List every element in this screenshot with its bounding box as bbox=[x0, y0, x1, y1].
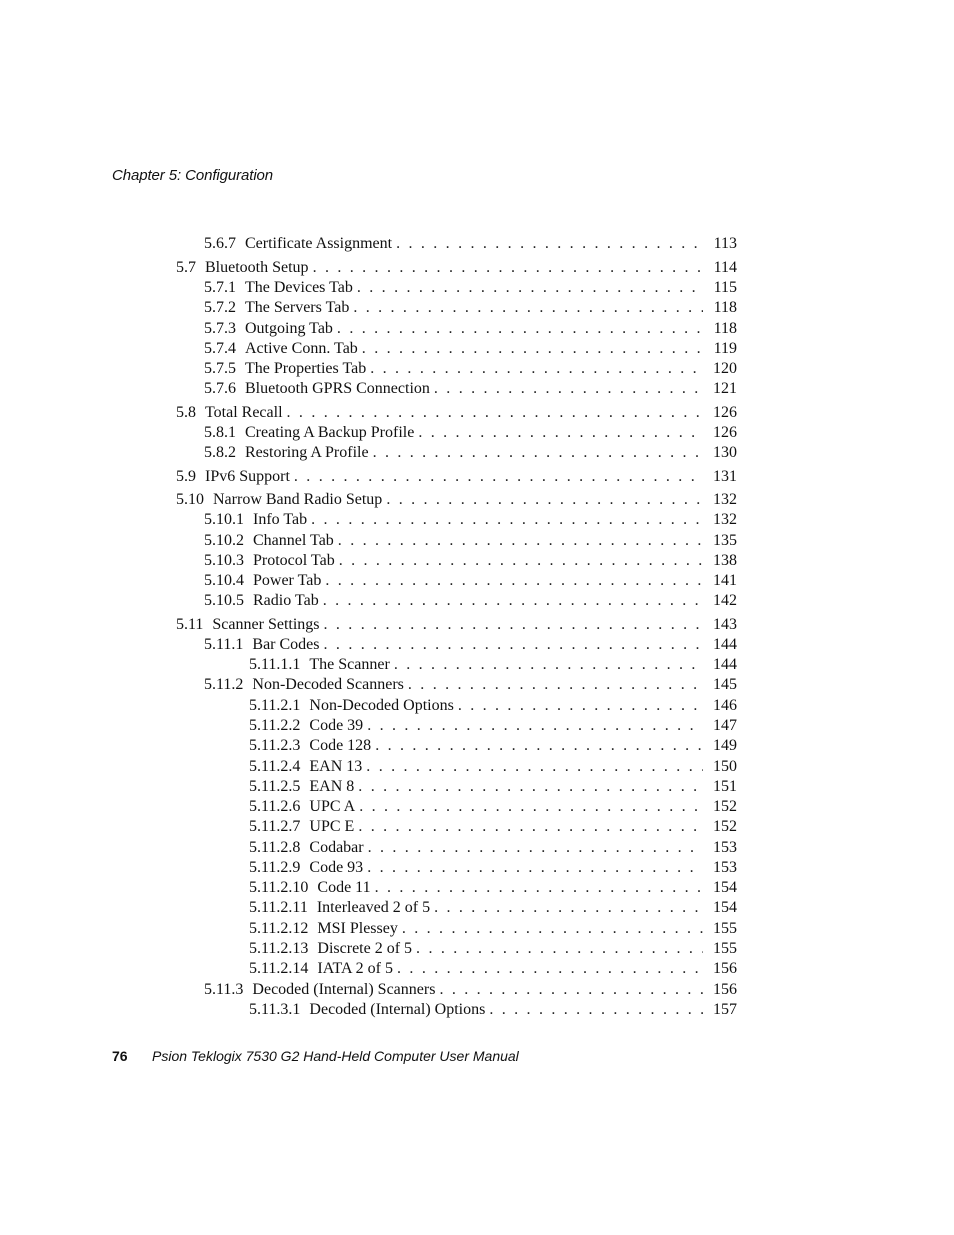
toc-entry-number: 5.11.2.2 bbox=[249, 717, 301, 734]
toc-entry-title: Outgoing Tab bbox=[245, 320, 333, 337]
toc-entry[interactable] bbox=[249, 959, 737, 979]
leader-dots bbox=[353, 298, 703, 318]
toc-entry-number: 5.11.2.12 bbox=[249, 920, 309, 937]
toc-entry[interactable] bbox=[249, 898, 737, 918]
toc-entry-title: UPC E bbox=[309, 818, 355, 835]
toc-entry-page: 150 bbox=[713, 758, 737, 775]
toc-entry-title: EAN 8 bbox=[309, 778, 355, 795]
toc-entry-page: 132 bbox=[713, 491, 737, 508]
toc-entry[interactable] bbox=[249, 878, 737, 898]
toc-entry-number: 5.9 bbox=[176, 468, 196, 485]
toc-entry[interactable] bbox=[204, 234, 737, 254]
toc-entry-title: Active Conn. Tab bbox=[245, 340, 358, 357]
toc-entry-title: Creating A Backup Profile bbox=[245, 424, 415, 441]
toc-entry-page: 113 bbox=[713, 235, 737, 252]
toc-entry-page: 153 bbox=[713, 839, 737, 856]
toc-entry-title: Code 11 bbox=[317, 879, 371, 896]
toc-entry-page: 119 bbox=[713, 340, 737, 357]
leader-dots bbox=[373, 443, 703, 463]
toc-entry[interactable] bbox=[249, 838, 737, 858]
leader-dots bbox=[458, 696, 703, 716]
toc-entry-number: 5.11.2.3 bbox=[249, 737, 301, 754]
manual-title: Psion Teklogix 7530 G2 Hand-Held Computer User Manual bbox=[152, 1048, 519, 1064]
toc-entry[interactable] bbox=[204, 339, 737, 359]
toc-entry[interactable] bbox=[204, 591, 737, 611]
toc-entry-title: The Properties Tab bbox=[245, 360, 367, 377]
toc-entry[interactable] bbox=[204, 379, 737, 399]
toc-entry-title: Bluetooth GPRS Connection bbox=[245, 380, 430, 397]
leader-dots bbox=[311, 510, 703, 530]
toc-entry[interactable] bbox=[249, 858, 737, 878]
toc-entry-number: 5.7.5 bbox=[204, 360, 236, 377]
toc-entry[interactable] bbox=[176, 403, 737, 423]
leader-dots bbox=[358, 817, 703, 837]
toc-entry-title: Code 39 bbox=[309, 717, 364, 734]
toc-entry[interactable] bbox=[204, 571, 737, 591]
toc-entry[interactable] bbox=[249, 655, 737, 675]
toc-entry-number: 5.11.2.13 bbox=[249, 940, 309, 957]
toc-entry-title: Code 93 bbox=[309, 859, 364, 876]
page-number: 76 bbox=[112, 1048, 128, 1064]
leader-dots bbox=[386, 490, 703, 510]
toc-entry-number: 5.11.2.6 bbox=[249, 798, 301, 815]
toc-entry-number: 5.7.2 bbox=[204, 299, 236, 316]
toc-entry-number: 5.11.2.10 bbox=[249, 879, 309, 896]
chapter-header: Chapter 5: Configuration bbox=[112, 167, 274, 184]
leader-dots bbox=[434, 379, 703, 399]
toc-entry-number: 5.10.4 bbox=[204, 572, 244, 589]
toc-entry[interactable] bbox=[249, 919, 737, 939]
leader-dots bbox=[362, 339, 703, 359]
toc-entry-page: 132 bbox=[713, 511, 737, 528]
toc-entry-page: 154 bbox=[713, 899, 737, 916]
leader-dots bbox=[375, 736, 703, 756]
toc-entry-title: Bar Codes bbox=[252, 636, 320, 653]
toc-entry[interactable] bbox=[176, 258, 737, 278]
leader-dots bbox=[489, 1000, 703, 1020]
leader-dots bbox=[408, 675, 703, 695]
toc-entry-number: 5.11.2.7 bbox=[249, 818, 301, 835]
toc-entry-page: 118 bbox=[713, 320, 737, 337]
toc-entry-number: 5.7.1 bbox=[204, 279, 236, 296]
toc-entry-title: Scanner Settings bbox=[212, 616, 320, 633]
leader-dots bbox=[357, 278, 703, 298]
leader-dots bbox=[402, 919, 703, 939]
toc-entry-page: 152 bbox=[713, 798, 737, 815]
toc-entry-number: 5.11.2.1 bbox=[249, 697, 301, 714]
leader-dots bbox=[439, 980, 703, 1000]
toc-entry[interactable] bbox=[204, 635, 737, 655]
toc-entry-title: MSI Plessey bbox=[317, 920, 398, 937]
toc-entry-number: 5.11.1.1 bbox=[249, 656, 301, 673]
toc-entry-title: UPC A bbox=[309, 798, 356, 815]
toc-entry-title: Non-Decoded Options bbox=[309, 697, 454, 714]
toc-entry-number: 5.8.1 bbox=[204, 424, 236, 441]
toc-entry-page: 147 bbox=[713, 717, 737, 734]
leader-dots bbox=[294, 467, 703, 487]
toc-entry[interactable] bbox=[204, 675, 737, 695]
leader-dots bbox=[313, 258, 703, 278]
toc-entry[interactable] bbox=[204, 510, 737, 530]
toc-entry-title: Protocol Tab bbox=[253, 552, 335, 569]
toc-entry[interactable] bbox=[204, 278, 737, 298]
toc-entry-number: 5.7 bbox=[176, 259, 196, 276]
toc-entry-number: 5.10.1 bbox=[204, 511, 244, 528]
toc-entry[interactable] bbox=[249, 716, 737, 736]
toc-entry-page: 152 bbox=[713, 818, 737, 835]
toc-entry-number: 5.11.2.8 bbox=[249, 839, 301, 856]
toc-entry-number: 5.10.2 bbox=[204, 532, 244, 549]
toc-entry[interactable] bbox=[204, 359, 737, 379]
toc-entry[interactable] bbox=[249, 939, 737, 959]
toc-entry-page: 115 bbox=[713, 279, 737, 296]
toc-entry-page: 141 bbox=[713, 572, 737, 589]
toc-entry-title: Narrow Band Radio Setup bbox=[213, 491, 383, 508]
toc-entry-number: 5.11.3 bbox=[204, 981, 244, 998]
toc-entry[interactable] bbox=[249, 757, 737, 777]
toc-entry-number: 5.7.6 bbox=[204, 380, 236, 397]
toc-entry[interactable] bbox=[204, 531, 737, 551]
toc-entry-title: The Scanner bbox=[309, 656, 390, 673]
toc-entry[interactable] bbox=[249, 797, 737, 817]
toc-entry-title: Non-Decoded Scanners bbox=[252, 676, 404, 693]
toc-entry-number: 5.11.2 bbox=[204, 676, 244, 693]
toc-entry-title: Restoring A Profile bbox=[245, 444, 369, 461]
leader-dots bbox=[323, 591, 703, 611]
toc-entry-page: 143 bbox=[713, 616, 737, 633]
toc-entry-number: 5.10.5 bbox=[204, 592, 244, 609]
toc-entry-page: 151 bbox=[713, 778, 737, 795]
toc-entry[interactable] bbox=[204, 443, 737, 463]
toc-entry-page: 126 bbox=[713, 404, 737, 421]
leader-dots bbox=[367, 858, 703, 878]
toc-entry-page: 138 bbox=[713, 552, 737, 569]
toc-entry-title: Power Tab bbox=[253, 572, 322, 589]
toc-entry-page: 130 bbox=[713, 444, 737, 461]
toc-entry-number: 5.11.2.9 bbox=[249, 859, 301, 876]
leader-dots bbox=[434, 898, 703, 918]
toc-entry-title: Bluetooth Setup bbox=[205, 259, 309, 276]
toc-entry[interactable] bbox=[176, 615, 737, 635]
toc-entry[interactable] bbox=[249, 696, 737, 716]
toc-entry-number: 5.11.2.4 bbox=[249, 758, 301, 775]
toc-entry-number: 5.11.2.14 bbox=[249, 960, 309, 977]
leader-dots bbox=[375, 878, 703, 898]
toc-entry-page: 144 bbox=[713, 656, 737, 673]
leader-dots bbox=[367, 716, 703, 736]
toc-entry-page: 135 bbox=[713, 532, 737, 549]
leader-dots bbox=[370, 359, 703, 379]
toc-entry-number: 5.7.3 bbox=[204, 320, 236, 337]
toc-entry-title: EAN 13 bbox=[309, 758, 363, 775]
leader-dots bbox=[287, 403, 703, 423]
toc-entry-number: 5.7.4 bbox=[204, 340, 236, 357]
toc-entry-number: 5.11.1 bbox=[204, 636, 244, 653]
toc-entry-title: IPv6 Support bbox=[205, 468, 290, 485]
toc-entry-page: 114 bbox=[713, 259, 737, 276]
toc-entry-page: 155 bbox=[713, 920, 737, 937]
toc-entry-title: Codabar bbox=[309, 839, 364, 856]
leader-dots bbox=[338, 531, 703, 551]
toc-entry-title: Info Tab bbox=[253, 511, 308, 528]
toc-entry-page: 156 bbox=[713, 981, 737, 998]
leader-dots bbox=[418, 423, 703, 443]
toc-entry-title: Certificate Assignment bbox=[245, 235, 393, 252]
toc-entry-title: Code 128 bbox=[309, 737, 372, 754]
toc-entry-page: 156 bbox=[713, 960, 737, 977]
toc-entry-title: The Servers Tab bbox=[245, 299, 350, 316]
leader-dots bbox=[325, 571, 703, 591]
toc-entry[interactable] bbox=[176, 467, 737, 487]
toc-entry-title: The Devices Tab bbox=[245, 279, 353, 296]
toc-entry-page: 149 bbox=[713, 737, 737, 754]
toc-entry-page: 157 bbox=[713, 1001, 737, 1018]
leader-dots bbox=[339, 551, 703, 571]
toc-entry-title: Total Recall bbox=[205, 404, 283, 421]
toc-entry-page: 142 bbox=[713, 592, 737, 609]
toc-entry[interactable] bbox=[204, 423, 737, 443]
toc-entry-number: 5.6.7 bbox=[204, 235, 236, 252]
leader-dots bbox=[358, 777, 703, 797]
leader-dots bbox=[396, 234, 703, 254]
toc-entry-title: Channel Tab bbox=[253, 532, 334, 549]
toc-entry-title: IATA 2 of 5 bbox=[317, 960, 394, 977]
toc-entry-page: 131 bbox=[713, 468, 737, 485]
leader-dots bbox=[368, 838, 703, 858]
toc-entry-number: 5.11.2.11 bbox=[249, 899, 308, 916]
toc-entry-page: 146 bbox=[713, 697, 737, 714]
leader-dots bbox=[337, 319, 703, 339]
toc-entry-title: Discrete 2 of 5 bbox=[317, 940, 413, 957]
toc-entry[interactable] bbox=[204, 551, 737, 571]
toc-entry-page: 144 bbox=[713, 636, 737, 653]
toc-entry-number: 5.11.3.1 bbox=[249, 1001, 301, 1018]
toc-entry-page: 126 bbox=[713, 424, 737, 441]
leader-dots bbox=[324, 635, 703, 655]
toc-entry-number: 5.11.2.5 bbox=[249, 778, 301, 795]
toc-entry-number: 5.8.2 bbox=[204, 444, 236, 461]
toc-entry-page: 154 bbox=[713, 879, 737, 896]
leader-dots bbox=[416, 939, 703, 959]
toc-entry[interactable] bbox=[249, 777, 737, 797]
toc-entry-page: 145 bbox=[713, 676, 737, 693]
toc-entry-number: 5.8 bbox=[176, 404, 196, 421]
toc-entry[interactable] bbox=[249, 736, 737, 756]
toc-entry-title: Decoded (Internal) Scanners bbox=[252, 981, 436, 998]
leader-dots bbox=[397, 959, 703, 979]
toc-entry[interactable] bbox=[249, 817, 737, 837]
toc-entry-title: Interleaved 2 of 5 bbox=[316, 899, 431, 916]
leader-dots bbox=[366, 757, 703, 777]
leader-dots bbox=[394, 655, 703, 675]
toc-entry[interactable] bbox=[204, 980, 737, 1000]
toc-entry-page: 120 bbox=[713, 360, 737, 377]
leader-dots bbox=[359, 797, 703, 817]
toc-entry[interactable] bbox=[176, 490, 737, 510]
toc-entry[interactable] bbox=[249, 1000, 737, 1020]
toc-entry-page: 118 bbox=[713, 299, 737, 316]
toc-entry-page: 155 bbox=[713, 940, 737, 957]
leader-dots bbox=[324, 615, 704, 635]
toc-entry-number: 5.10.3 bbox=[204, 552, 244, 569]
toc-entry[interactable] bbox=[204, 319, 737, 339]
toc-entry-page: 121 bbox=[713, 380, 737, 397]
toc-entry-number: 5.11 bbox=[176, 616, 204, 633]
toc-entry-number: 5.10 bbox=[176, 491, 204, 508]
toc-entry-title: Radio Tab bbox=[253, 592, 319, 609]
toc-entry-page: 153 bbox=[713, 859, 737, 876]
toc-entry-title: Decoded (Internal) Options bbox=[309, 1001, 486, 1018]
toc-entry[interactable] bbox=[204, 298, 737, 318]
